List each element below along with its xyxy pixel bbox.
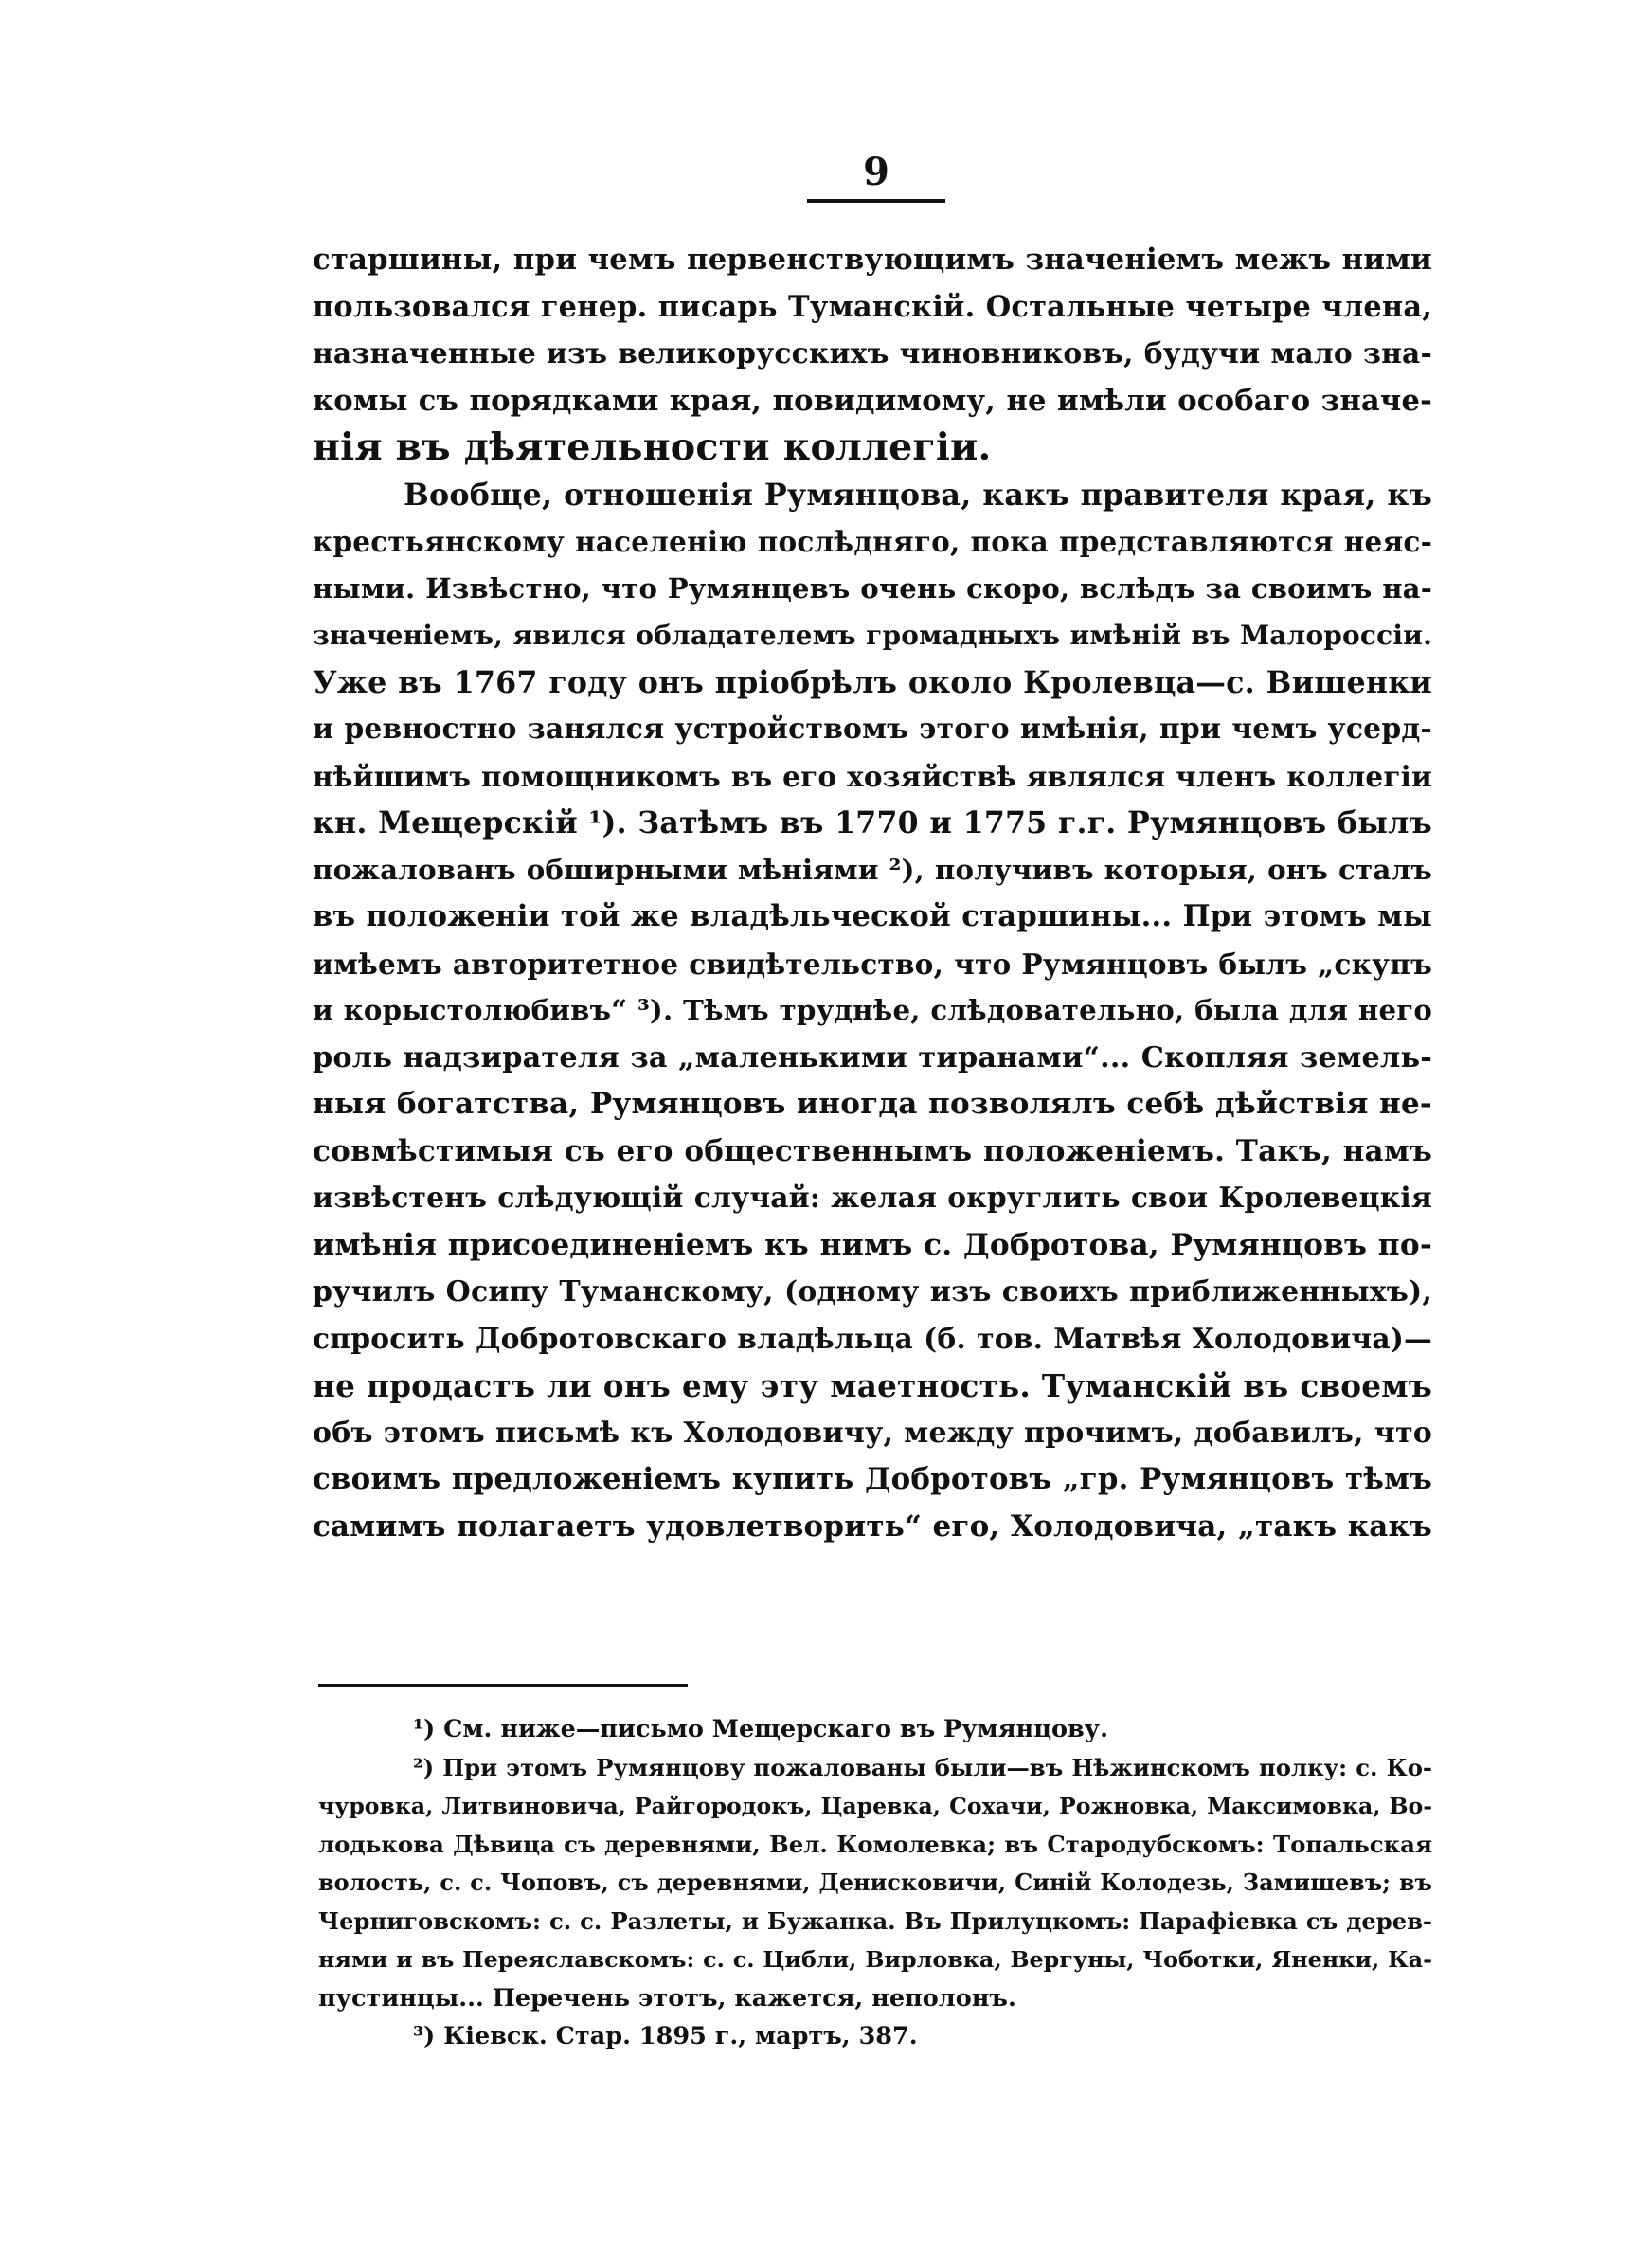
text-line: самимъ полагаетъ удовлетворить“ его, Холодовича, „такъ какъ — [313, 1508, 1432, 1544]
footnote-3: ³) Кіевск. Стар. 1895 г., мартъ, 387. — [413, 2022, 918, 2050]
page-number: 9 — [863, 150, 889, 194]
text-line: Уже въ 1767 году онъ пріобрѣлъ около Кролевца—с. Вишенки — [313, 664, 1432, 700]
footnotes — [318, 1710, 1432, 2056]
body-text — [313, 237, 1432, 1550]
text-line: назначенные изъ великорусскихъ чиновниковъ, будучи мало зна- — [313, 337, 1432, 370]
footnote-line: Черниговскомъ: с. с. Разлеты, и Бужанка. Въ Прилуцкомъ: Парафіевка съ дерев- — [318, 1906, 1432, 1935]
text-line: кн. Мещерскій ¹). Затѣмъ въ 1770 и 1775 г.г. Румянцовъ былъ — [313, 805, 1432, 840]
page-header — [807, 152, 945, 203]
footnote-1: ¹) См. ниже—письмо Мещерскаго въ Румянцову. — [413, 1715, 1108, 1743]
footnote-2: ²) При этомъ Румянцову пожалованы были—въ Нѣжинскомъ полку: с. Ко- — [413, 1753, 1432, 1781]
text-line: имѣнія присоединеніемъ къ нимъ с. Добротова, Румянцовъ по- — [313, 1227, 1432, 1262]
text-line: старшины, при чемъ первенствующимъ значеніемъ межъ ними — [313, 243, 1432, 277]
footnote-line: лодькова Дѣвица съ деревнями, Вел. Комолевка; въ Стародубскомъ: Топальская — [318, 1830, 1432, 1858]
text-line: нія въ дѣятельности коллегіи. — [313, 425, 992, 469]
footnote-line: чуровка, Литвиновича, Райгородокъ, Царевка, Сохачи, Рожновка, Максимовка, Во- — [318, 1793, 1432, 1819]
text-line: спросить Добротовскаго владѣльца (б. тов. Матвѣя Холодовича)— — [313, 1322, 1432, 1356]
footnote-line: пустинцы... Перечень этотъ, кажется, неполонъ. — [318, 1983, 1016, 2013]
text-line: въ положеніи той же владѣльческой старшины... При этомъ мы — [313, 899, 1432, 933]
paragraph-start-line: Вообще, отношенія Румянцова, какъ правителя края, къ — [404, 477, 1432, 513]
text-line: пользовался генер. писарь Туманскій. Остальные четыре члена, — [313, 289, 1432, 324]
text-line: нѣйшимъ помощникомъ въ его хозяйствѣ являлся членъ коллегіи — [313, 759, 1432, 793]
text-line: крестьянскому населенію послѣдняго, пока представляются неяс- — [313, 525, 1432, 558]
text-line: своимъ предложеніемъ купить Добротовъ „гр. Румянцовъ тѣмъ — [313, 1462, 1432, 1496]
page-number-underline — [807, 199, 945, 203]
text-line: и корыстолюбивъ“ ³). Тѣмъ труднѣе, слѣдовательно, была для него — [313, 994, 1432, 1026]
text-line: роль надзирателя за „маленькими тиранами“... Скопляя земель- — [313, 1040, 1432, 1074]
footnote-line: нями и въ Переяславскомъ: с. с. Цибли, Вирловка, Вергуны, Чоботки, Яненки, Ка- — [318, 1946, 1432, 1973]
text-line: и ревностно занялся устройствомъ этого имѣнія, при чемъ усерд- — [313, 713, 1432, 746]
text-line: ными. Извѣстно, что Румянцевъ очень скоро, вслѣдъ за своимъ на- — [313, 571, 1432, 605]
text-line: совмѣстимыя съ его общественнымъ положеніемъ. Такъ, намъ — [313, 1133, 1432, 1168]
text-line: ныя богатства, Румянцовъ иногда позволялъ себѣ дѣйствія не- — [313, 1087, 1432, 1121]
text-line: имѣемъ авторитетное свидѣтельство, что Румянцовъ былъ „скупъ — [313, 947, 1432, 981]
footnote-line: волость, с. с. Чоповъ, съ деревнями, Денисковичи, Синій Колодезь, Замишевъ; въ — [318, 1869, 1432, 1896]
text-line: объ этомъ письмѣ къ Холодовичу, между прочимъ, добавилъ, что — [313, 1416, 1432, 1450]
text-line: пожалованъ обширными мѣніями ²), получивъ которыя, онъ сталъ — [313, 853, 1432, 886]
footnote-separator — [318, 1684, 688, 1687]
text-line: ручилъ Осипу Туманскому, (одному изъ своихъ приближенныхъ), — [313, 1275, 1432, 1309]
text-line: извѣстенъ слѣдующій случай: желая округлить свои Кролевецкія — [313, 1182, 1432, 1215]
text-line: значеніемъ, явился обладателемъ громадныхъ имѣній въ Малороссіи. — [313, 620, 1432, 651]
text-line: комы съ порядками края, повидимому, не имѣли особаго значе- — [313, 383, 1432, 418]
text-line: не продастъ ли онъ ему эту маетность. Туманскій въ своемъ — [313, 1367, 1432, 1404]
